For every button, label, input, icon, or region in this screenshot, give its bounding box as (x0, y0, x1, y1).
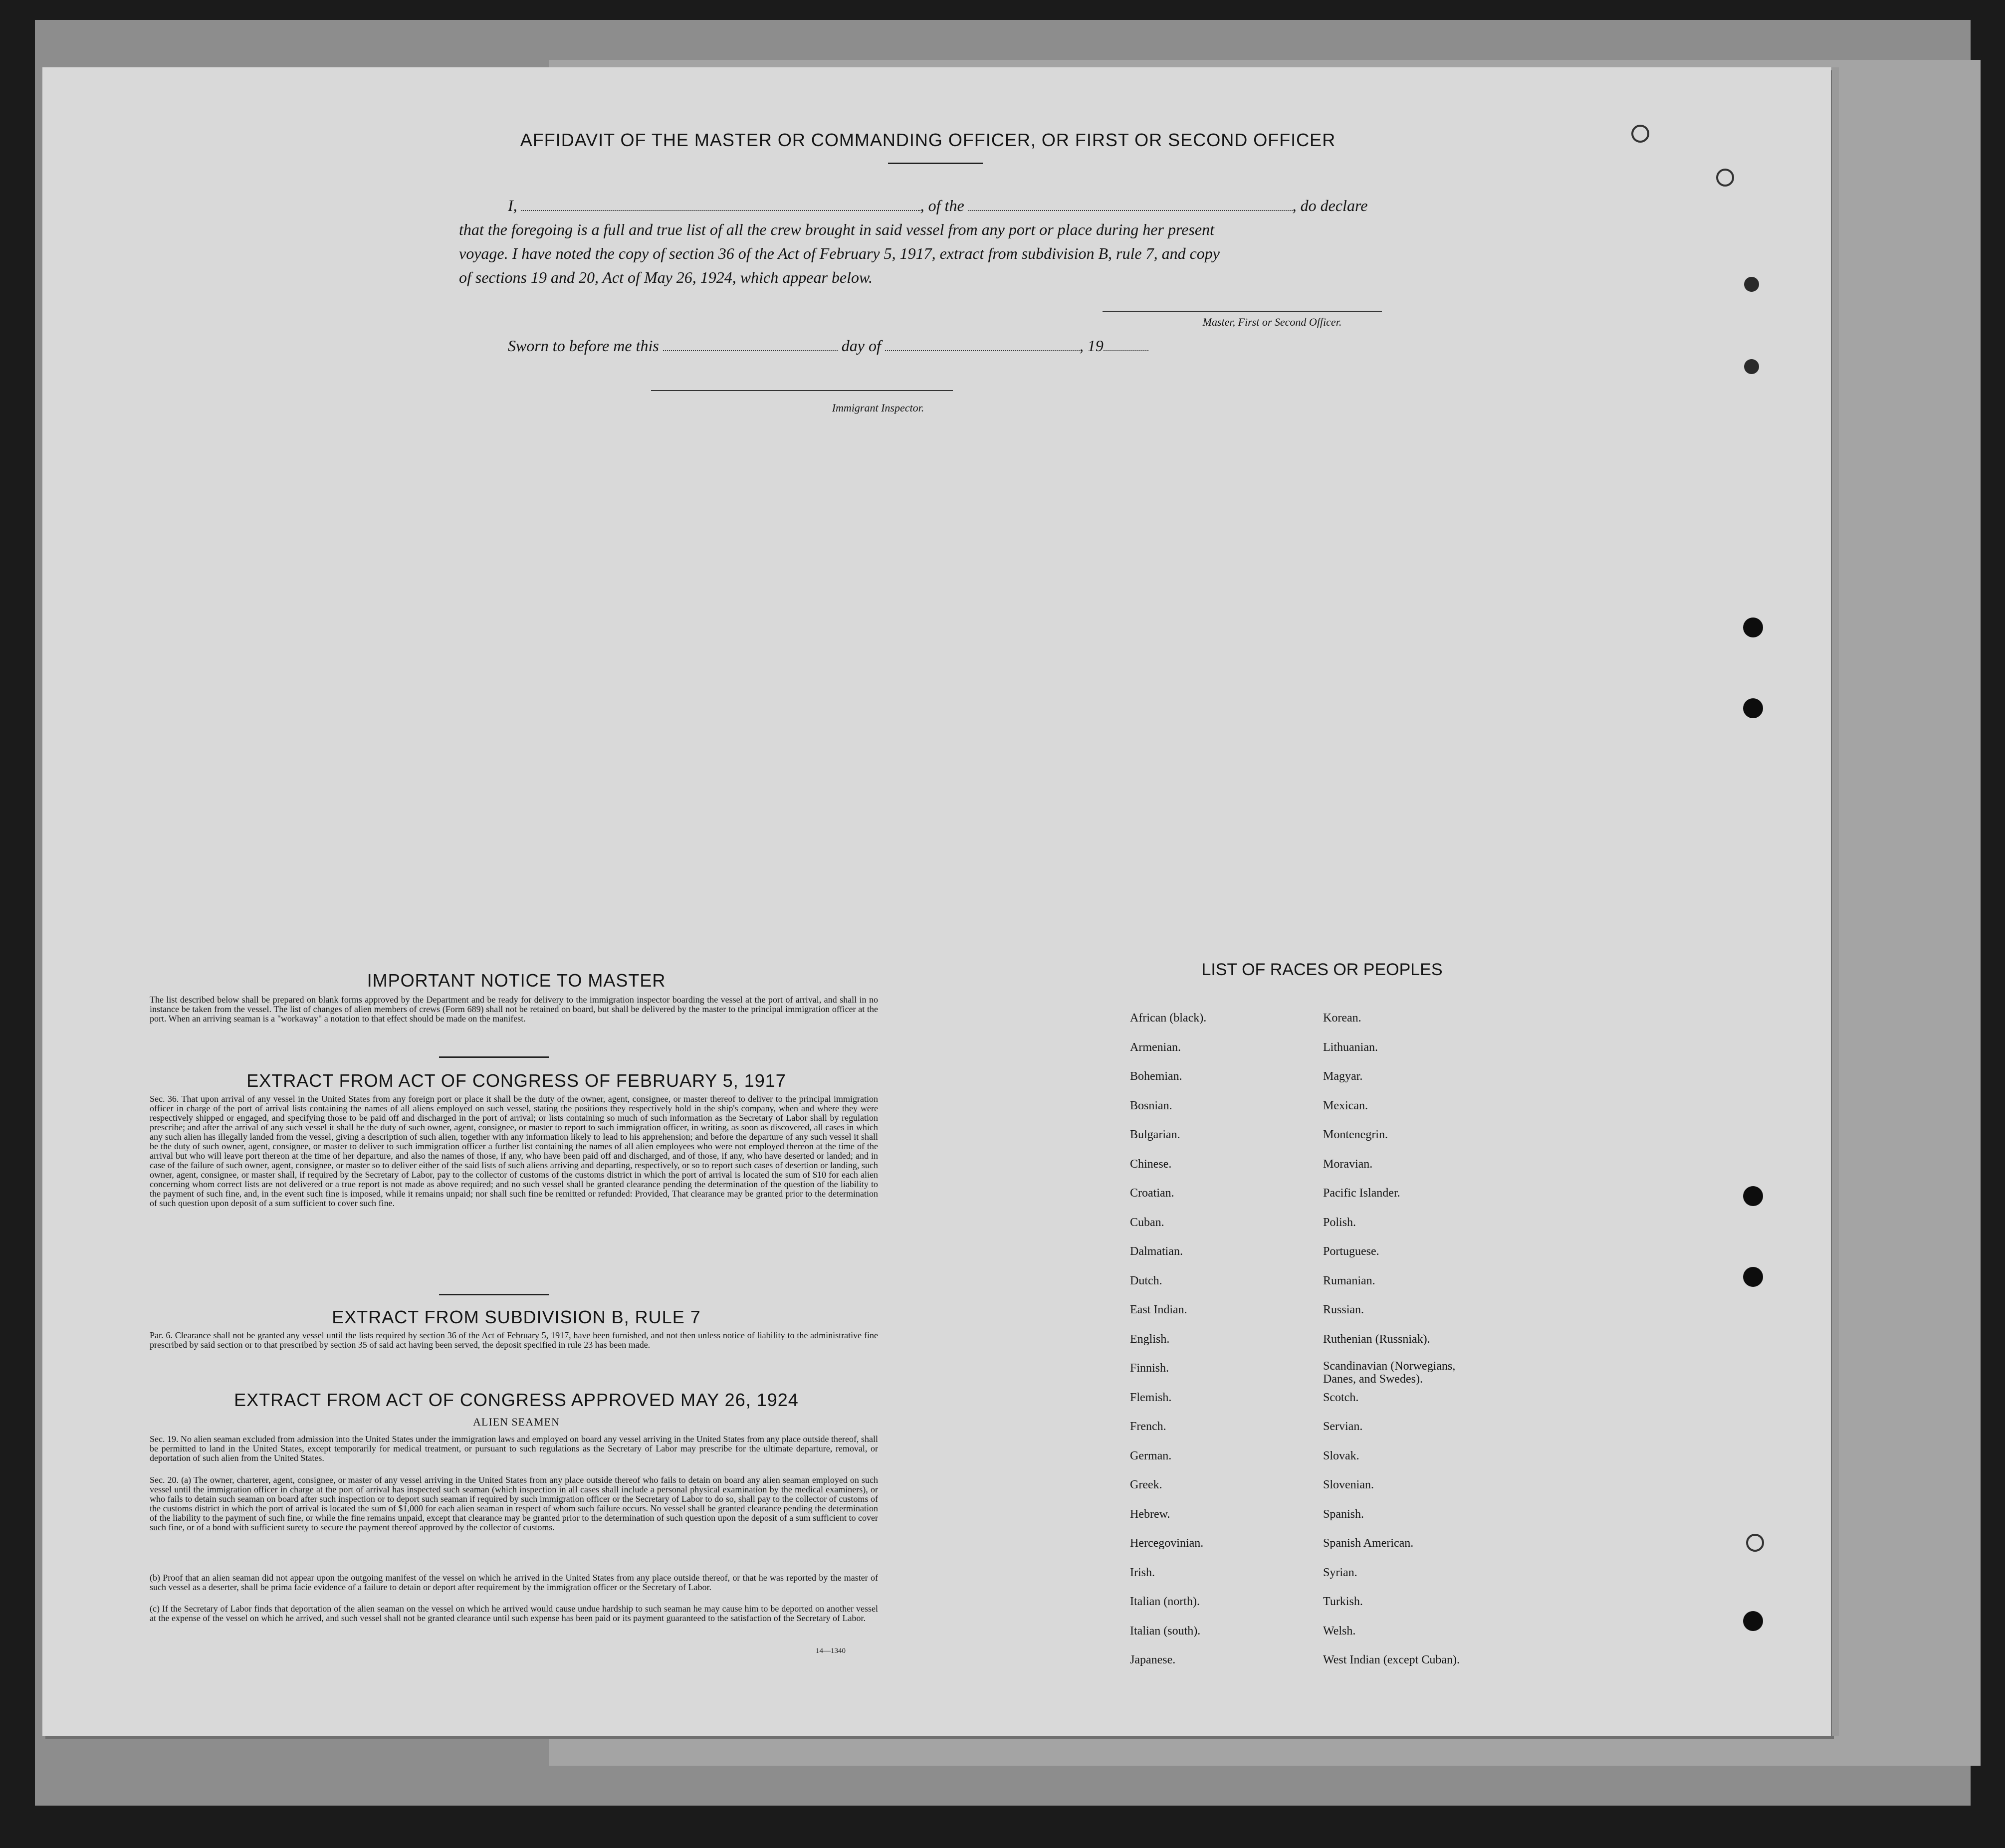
race-item: Spanish. (1323, 1507, 1364, 1521)
race-item: Rumanian. (1323, 1274, 1375, 1287)
race-item: Scandinavian (Norwegians, Danes, and Swedes). (1323, 1360, 1456, 1386)
punch-hole (1743, 1186, 1763, 1206)
race-item: Cuban. (1130, 1216, 1164, 1229)
race-item: Hercegovinian. (1130, 1537, 1204, 1550)
declaration-line-4: of sections 19 and 20, Act of May 26, 1924, which appear below. (459, 268, 873, 286)
race-item: Flemish. (1130, 1391, 1172, 1404)
extract-1917-title: EXTRACT FROM ACT OF CONGRESS OF FEBRUARY 5, 1917 (246, 1070, 786, 1091)
race-item: Slovenian. (1323, 1478, 1374, 1491)
race-item: Scotch. (1323, 1391, 1359, 1404)
extract-1924-title: EXTRACT FROM ACT OF CONGRESS APPROVED MAY 26, 1924 (234, 1390, 799, 1410)
rule7-text: Par. 6. Clearance shall not be granted any vessel until the lists required by section 36 of the Act of February 5, 1917, have been furnished, and not then unless notice of liability to the administrative fine prescribed by said section or to that prescribed by section 35 of said act having been served, the deposit specified in rule 23 has been made. (150, 1330, 878, 1350)
do-declare-label: , do declare (1292, 197, 1368, 214)
race-item: Japanese. (1130, 1653, 1176, 1666)
sworn-year-blank (1104, 337, 1148, 351)
race-item: Korean. (1323, 1012, 1361, 1025)
race-item: Syrian. (1323, 1566, 1357, 1579)
punch-hole (1743, 617, 1763, 637)
race-item: Dalmatian. (1130, 1245, 1183, 1258)
race-item: Russian. (1323, 1303, 1364, 1316)
race-item: Pacific Islander. (1323, 1187, 1400, 1200)
sworn-line (508, 337, 1148, 355)
race-item: Servian. (1323, 1420, 1363, 1433)
form-number: 14—1340 (816, 1647, 846, 1655)
race-item: Lithuanian. (1323, 1040, 1378, 1054)
punch-hole (1631, 125, 1649, 143)
race-item: Slovak. (1323, 1449, 1359, 1462)
race-item: Hebrew. (1130, 1507, 1170, 1521)
punch-hole (1743, 1611, 1763, 1631)
race-item: Armenian. (1130, 1040, 1181, 1054)
declaration-line-3: voyage. I have noted the copy of section 36 of the Act of February 5, 1917, extract from subdivision B, rule 7, and copy (459, 244, 1220, 262)
race-item: Chinese. (1130, 1157, 1172, 1171)
extract-1924-sec20a: Sec. 20. (a) The owner, charterer, agent, consignee, or master of any vessel arriving in the United States from any place outside thereof who fails to detain on board any alien seaman employed on such vessel until the immigration officer in charge at the port of arrival has inspected such seaman (which inspection in all cases shall include a personal physical examination by the medical examiners), or who fails to detain such seaman on board after such inspection or to deport such seaman if required by such immigration officer or the Secretary of Labor to do so, shall pay to the collector of customs of the customs district in which the port of arrival is located the sum of $1,000 for each alien seaman in respect of whom such failure occurs. No vessel shall be granted clearance pending the determination of the liability to the payment of such fine, or while the fine remains unpaid, except that clearance may be granted prior to the determination of such question upon the deposit of a sum sufficient to cover such fine, or of a bond with sufficient surety to secure the payment thereof approved by the collector of customs. (150, 1475, 878, 1532)
race-item: Dutch. (1130, 1274, 1162, 1287)
punch-hole (1744, 359, 1759, 374)
race-item: Italian (north). (1130, 1595, 1200, 1608)
race-item: East Indian. (1130, 1303, 1187, 1316)
sworn-prefix: Sworn to before me this (508, 337, 659, 355)
day-of-label: day of (841, 337, 881, 355)
race-item: Magyar. (1323, 1070, 1363, 1083)
race-item: German. (1130, 1449, 1172, 1462)
notice-title: IMPORTANT NOTICE TO MASTER (367, 970, 666, 991)
race-item: Croatian. (1130, 1187, 1174, 1200)
name-blank (521, 196, 920, 211)
notice-divider (439, 1056, 549, 1058)
race-item: Bosnian. (1130, 1099, 1172, 1112)
race-item: Welsh. (1323, 1624, 1356, 1638)
punch-hole (1743, 698, 1763, 718)
race-item: Montenegrin. (1323, 1128, 1388, 1141)
race-item: Ruthenian (Russniak). (1323, 1332, 1430, 1346)
punch-hole (1746, 1534, 1764, 1552)
extract-1924-sec20b: (b) Proof that an alien seaman did not appear upon the outgoing manifest of the vessel on which he arrived in the United States from any place outside thereof, or that he was reported by the master of such vessel as a deserter, shall be prima facie evidence of a failure to detain or deport after requirement by the immigration officer or the Secretary of Labor. (150, 1573, 878, 1592)
race-item: French. (1130, 1420, 1166, 1433)
race-item: Greek. (1130, 1478, 1162, 1491)
sworn-month-blank (885, 337, 1080, 351)
notice-text: The list described below shall be prepared on blank forms approved by the Department and be ready for delivery to the immigration inspector boarding the vessel at the port of arrival, and shall in no instance be taken from the vessel. The list of changes of alien members of crews (Form 689) shall not be retained on board, but shall be delivered by the master to the principal immigration officer at the port. When an arriving seaman is a "workaway" a notation to that effect should be made on the manifest. (150, 995, 878, 1024)
race-item: Portuguese. (1323, 1245, 1379, 1258)
sworn-day-blank (663, 337, 838, 351)
extract-1924-subtitle: ALIEN SEAMEN (473, 1416, 560, 1428)
vessel-blank (968, 196, 1293, 211)
race-item: Turkish. (1323, 1595, 1363, 1608)
year-prefix: , 19 (1079, 337, 1104, 355)
race-item: West Indian (except Cuban). (1323, 1653, 1460, 1666)
rule7-divider (439, 1294, 549, 1295)
punch-hole (1744, 277, 1759, 292)
race-item: English. (1130, 1332, 1170, 1346)
affidavit-declaration (459, 194, 1417, 289)
punch-hole (1743, 1267, 1763, 1287)
race-item: Irish. (1130, 1566, 1155, 1579)
title-divider (888, 163, 983, 164)
inspector-signature-line (651, 390, 953, 391)
affidavit-title: AFFIDAVIT OF THE MASTER OR COMMANDING OFFICER, OR FIRST OR SECOND OFFICER (520, 130, 1336, 150)
page-edge (1832, 67, 1839, 1736)
rule7-title: EXTRACT FROM SUBDIVISION B, RULE 7 (332, 1307, 701, 1327)
extract-1924-sec20c: (c) If the Secretary of Labor finds that deportation of the alien seaman on the vessel on which he arrived would cause undue hardship to such seaman he may cause him to be deported on another vessel at the expense of the vessel on which he arrived, and such vessel shall not be granted clearance until such expense has been paid or its payment guaranteed to the satisfaction of the Secretary of Labor. (150, 1604, 878, 1623)
race-item: Finnish. (1130, 1362, 1169, 1375)
declaration-pronoun: I, (508, 197, 517, 214)
race-item: Spanish American. (1323, 1537, 1414, 1550)
extract-1917-text: Sec. 36. That upon arrival of any vessel in the United States from any foreign port or place it shall be the duty of the owner, agent, consignee, or master thereof to deliver to the principal immigration officer in charge of the port of arrival lists containing the names of all aliens employed on such vessel, stating the positions they respectively hold in the ship's company, when and where they were respectively shipped or engaged, and specifying those to be paid off and discharged in the port of arrival; or lists containing so much of such information as the Secretary of Labor shall by regulation prescribe; and after the arrival of any such vessel it shall be the duty of such owner, agent, consignee, or master to report to such immigration officer, in writing, as soon as discovered, all cases in which any such alien has illegally landed from the vessel, giving a description of such alien, together with any information likely to lead to his apprehension; and before the departure of any such vessel it shall be the duty of such owner, agent, consignee, or master to deliver to such immigration officer a further list containing the names of all alien employees who were not employed thereon at the time of the arrival but who will leave port thereon at the time of her departure, and also the names of those, if any, who have been paid off and discharged, and of those, if any, who have deserted or landed; and in case of the failure of such owner, agent, consignee, or master so to deliver either of the said lists of such aliens arriving and departing, respectively, or so to report such cases of desertion or landing, such owner, agent, consignee, or master shall, if required by the Secretary of Labor, pay to the collector of customs of the customs district in which the port of arrival is located the sum of $10 for each alien concerning whom correct lists are not delivered or a true report is not made as above required; and no such vessel shall be granted clearance pending the determination of the question of the liability to the payment of such fine, and, in the event such fine is imposed, while it remains unpaid; nor shall such fine be remitted or refunded: Provided, That clearance may be granted prior to the determination of such question upon deposit of a sum sufficient to cover such fine. (150, 1094, 878, 1208)
race-item: Italian (south). (1130, 1624, 1201, 1638)
races-title: LIST OF RACES OR PEOPLES (1201, 960, 1443, 979)
master-signature-caption: Master, First or Second Officer. (1202, 316, 1342, 328)
inspector-signature-caption: Immigrant Inspector. (832, 402, 924, 414)
race-item: Bulgarian. (1130, 1128, 1180, 1141)
race-item: Polish. (1323, 1216, 1356, 1229)
race-item: Mexican. (1323, 1099, 1368, 1112)
of-the-label: , of the (920, 197, 964, 214)
extract-1924-sec19: Sec. 19. No alien seaman excluded from admission into the United States under the immigration laws and employed on board any vessel arriving in the United States from any place outside thereof, shall be permitted to land in the United States, except temporarily for medical treatment, or pursuant to such regulations as the Secretary of Labor may prescribe for the ultimate departure, removal, or deportation of such alien from the United States. (150, 1434, 878, 1463)
declaration-line-2: that the foregoing is a full and true list of all the crew brought in said vessel from any port or place during her present (459, 220, 1214, 238)
race-item: African (black). (1130, 1012, 1207, 1025)
master-signature-line (1103, 311, 1382, 312)
race-item: Moravian. (1323, 1157, 1373, 1171)
punch-hole (1716, 169, 1734, 187)
race-item: Bohemian. (1130, 1070, 1182, 1083)
